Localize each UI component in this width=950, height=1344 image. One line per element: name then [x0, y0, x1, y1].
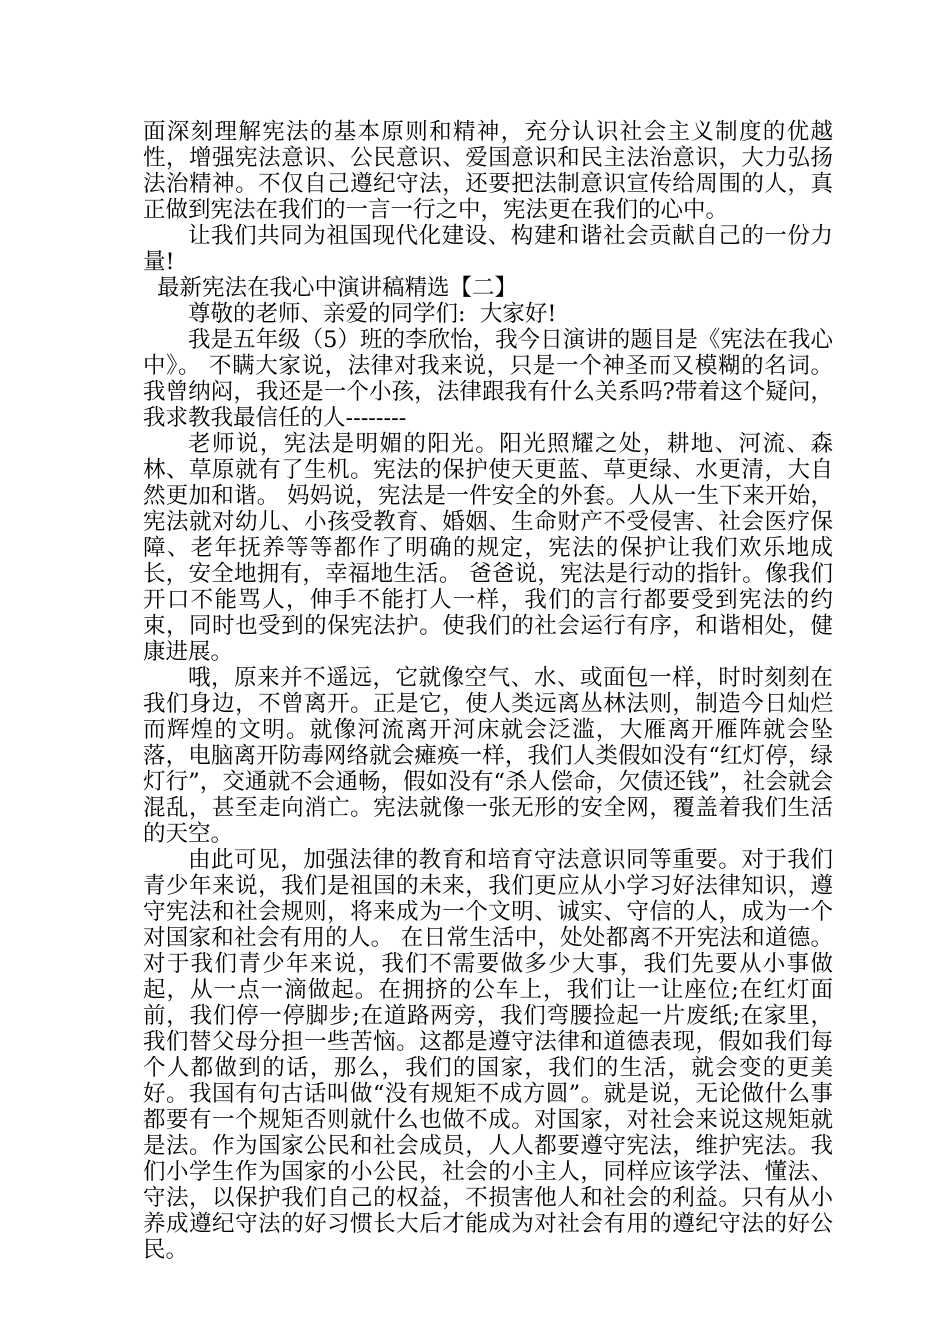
document-body — [143, 119, 833, 1263]
paragraph-conclusion: 由此可见，加强法律的教育和培育守法意识同等重要。对于我们青少年来说，我们是祖国的未来，我们更应从小学习好法律知识，遵守宪法和社会规则，将来成为一个文明、诚实、守信的人，成为一个对国家和社会有用的人。 在日常生活中，处处都离不开宪法和道德。对于我们青少年来说，我们不需要做多少大事，我们先要从小事做起，从一点一滴做起。在拥挤的公车上，我们让一让座位;在红灯面前，我们停一停脚步;在道路两旁，我们弯腰捡起一片废纸;在家里，我们替父母分担一些苦恼。这都是遵守法律和道德表现，假如我们每个人都做到的话，那么，我们的国家，我们的生活，就会变的更美好。我国有句古话叫做“没有规矩不成方圆”。就是说，无论做什么事都要有一个规矩否则就什么也做不成。对国家，对社会来说这规矩就是法。作为国家公民和社会成员，人人都要遵守宪法，维护宪法。我们小学生作为国家的小公民，社会的小主人，同样应该学法、懂法、守法，以保护我们自己的权益，不损害他人和社会的利益。只有从小养成遵纪守法的好习惯长大后才能成为对社会有用的遵纪守法的好公民。 — [143, 847, 833, 1263]
paragraph-intro-continuation: 面深刻理解宪法的基本原则和精神，充分认识社会主义制度的优越性，增强宪法意识、公民意识、爱国意识和民主法治意识，大力弘扬法治精神。不仅自己遵纪守法，还要把法制意识宣传给周围的人，真正做到宪法在我们的一言一行之中，宪法更在我们的心中。 — [143, 119, 833, 223]
paragraph-constitution-metaphor: 哦，原来并不遥远，它就像空气、水、或面包一样，时时刻刻在我们身边，不曾离开。正是它，使人类远离丛林法则，制造今日灿烂而辉煌的文明。就像河流离开河床就会泛滥，大雁离开雁阵就会坠落，电脑离开防毒网络就会瘫痪一样，我们人类假如没有“红灯停，绿灯行”，交通就不会通畅，假如没有“杀人偿命，欠债还钱”，社会就会混乱，甚至走向消亡。宪法就像一张无形的安全网，覆盖着我们生活的天空。 — [143, 665, 833, 847]
paragraph-teacher-mother-father: 老师说，宪法是明媚的阳光。阳光照耀之处，耕地、河流、森林、草原就有了生机。宪法的保护使天更蓝、草更绿、水更清，大自然更加和谐。 妈妈说，宪法是一件安全的外套。人从一生下来开始，宪法就对幼儿、小孩受教育、婚姻、生命财产不受侵害、社会医疗保障、老年抚养等等都作了明确的规定，宪法的保护让我们欢乐地成长，安全地拥有，幸福地生活。 爸爸说，宪法是行动的指针。像我们开口不能骂人，伸手不能打人一样，我们的言行都要受到宪法的约束，同时也受到的保宪法护。使我们的社会运行有序，和谐相处，健康进展。 — [143, 431, 833, 665]
paragraph-greeting: 尊敬的老师、亲爱的同学们: 大家好! — [188, 301, 557, 327]
section-heading: 最新宪法在我心中演讲稿精选【二】 — [157, 275, 518, 301]
paragraph-closing-call: 让我们共同为祖国现代化建设、构建和谐社会贡献自己的一份力量! — [143, 223, 833, 275]
paragraph-introduction: 我是五年级（5）班的李欣怡，我今日演讲的题目是《宪法在我心中》。 不瞒大家说，法律对我来说，只是一个神圣而又模糊的名词。我曾纳闷，我还是一个小孩，法律跟我有什么关系吗?带着这个疑问，我求教我最信任的人-------- — [143, 327, 833, 431]
